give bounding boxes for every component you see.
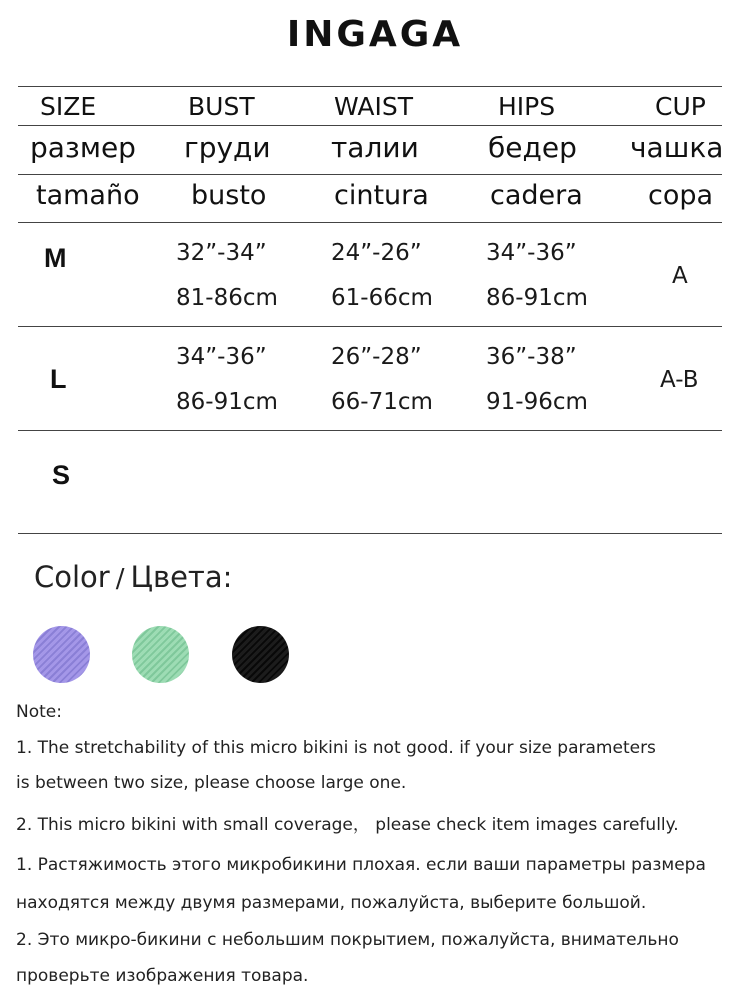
note-line: 1. Растяжимость этого микробикини плохая. если ваши параметры размера (16, 855, 706, 875)
header-cup-ru: чашка (630, 131, 724, 164)
size-label: S (52, 460, 71, 490)
table-divider (18, 86, 722, 87)
header-hips-es: cadera (490, 180, 583, 211)
table-divider (18, 125, 722, 126)
bust-cm: 86-91cm (176, 389, 278, 415)
swatch-green[interactable] (132, 626, 189, 683)
brand-logo: INGAGA (286, 14, 464, 55)
table-row (18, 326, 722, 430)
waist-inches: 24”-26” (331, 240, 422, 266)
cup-value: A-B (660, 367, 699, 393)
note-title: Note: (16, 702, 62, 722)
header-bust-ru: груди (184, 131, 271, 164)
bust-cm: 81-86cm (176, 285, 278, 311)
bust-inches: 34”-36” (176, 344, 267, 370)
bust-inches: 32”-34” (176, 240, 267, 266)
header-hips: HIPS (498, 92, 556, 121)
cup-value: A (672, 263, 688, 289)
color-title-ru: Цвета: (130, 560, 233, 594)
note-line: проверьте изображения товара. (16, 966, 309, 986)
header-bust: BUST (188, 92, 255, 121)
note-line: 1. The stretchability of this micro bikini is not good. if your size parameters (16, 738, 656, 758)
color-title-en: Color (34, 560, 110, 594)
header-cup: CUP (655, 92, 706, 121)
header-size: SIZE (40, 92, 97, 121)
header-size-es: tamaño (36, 180, 140, 211)
size-label: L (50, 364, 67, 394)
note-line: находятся между двумя размерами, пожалуйста, выберите большой. (16, 893, 647, 913)
header-hips-ru: бедер (488, 131, 577, 164)
waist-cm: 66-71cm (331, 389, 433, 415)
waist-cm: 61-66cm (331, 285, 433, 311)
header-row-en (18, 90, 722, 126)
hips-cm: 91-96cm (486, 389, 588, 415)
header-waist: WAIST (334, 92, 413, 121)
size-label: M (44, 243, 67, 273)
hips-inches: 34”-36” (486, 240, 577, 266)
note-line: is between two size, please choose large one. (16, 773, 407, 793)
header-cup-es: copa (648, 180, 714, 211)
hips-inches: 36”-38” (486, 344, 577, 370)
header-row-ru (18, 130, 722, 172)
table-row (18, 430, 722, 534)
hips-cm: 86-91cm (486, 285, 588, 311)
table-divider (18, 533, 722, 534)
waist-inches: 26”-28” (331, 344, 422, 370)
note-line: 2. This micro bikini with small coverage， please check item images carefully. (16, 815, 679, 835)
header-size-ru: размер (30, 131, 136, 164)
color-title-separator: / (115, 564, 125, 594)
header-row-es (18, 178, 722, 220)
note-line: 2. Это микро-бикини с небольшим покрытием, пожалуйста, внимательно (16, 930, 679, 950)
header-waist-es: cintura (334, 180, 429, 211)
color-title (34, 560, 232, 594)
header-bust-es: busto (191, 180, 267, 211)
table-divider (18, 174, 722, 175)
swatch-purple[interactable] (33, 626, 90, 683)
table-row (18, 222, 722, 326)
header-waist-ru: талии (331, 131, 419, 164)
swatch-black[interactable] (232, 626, 289, 683)
